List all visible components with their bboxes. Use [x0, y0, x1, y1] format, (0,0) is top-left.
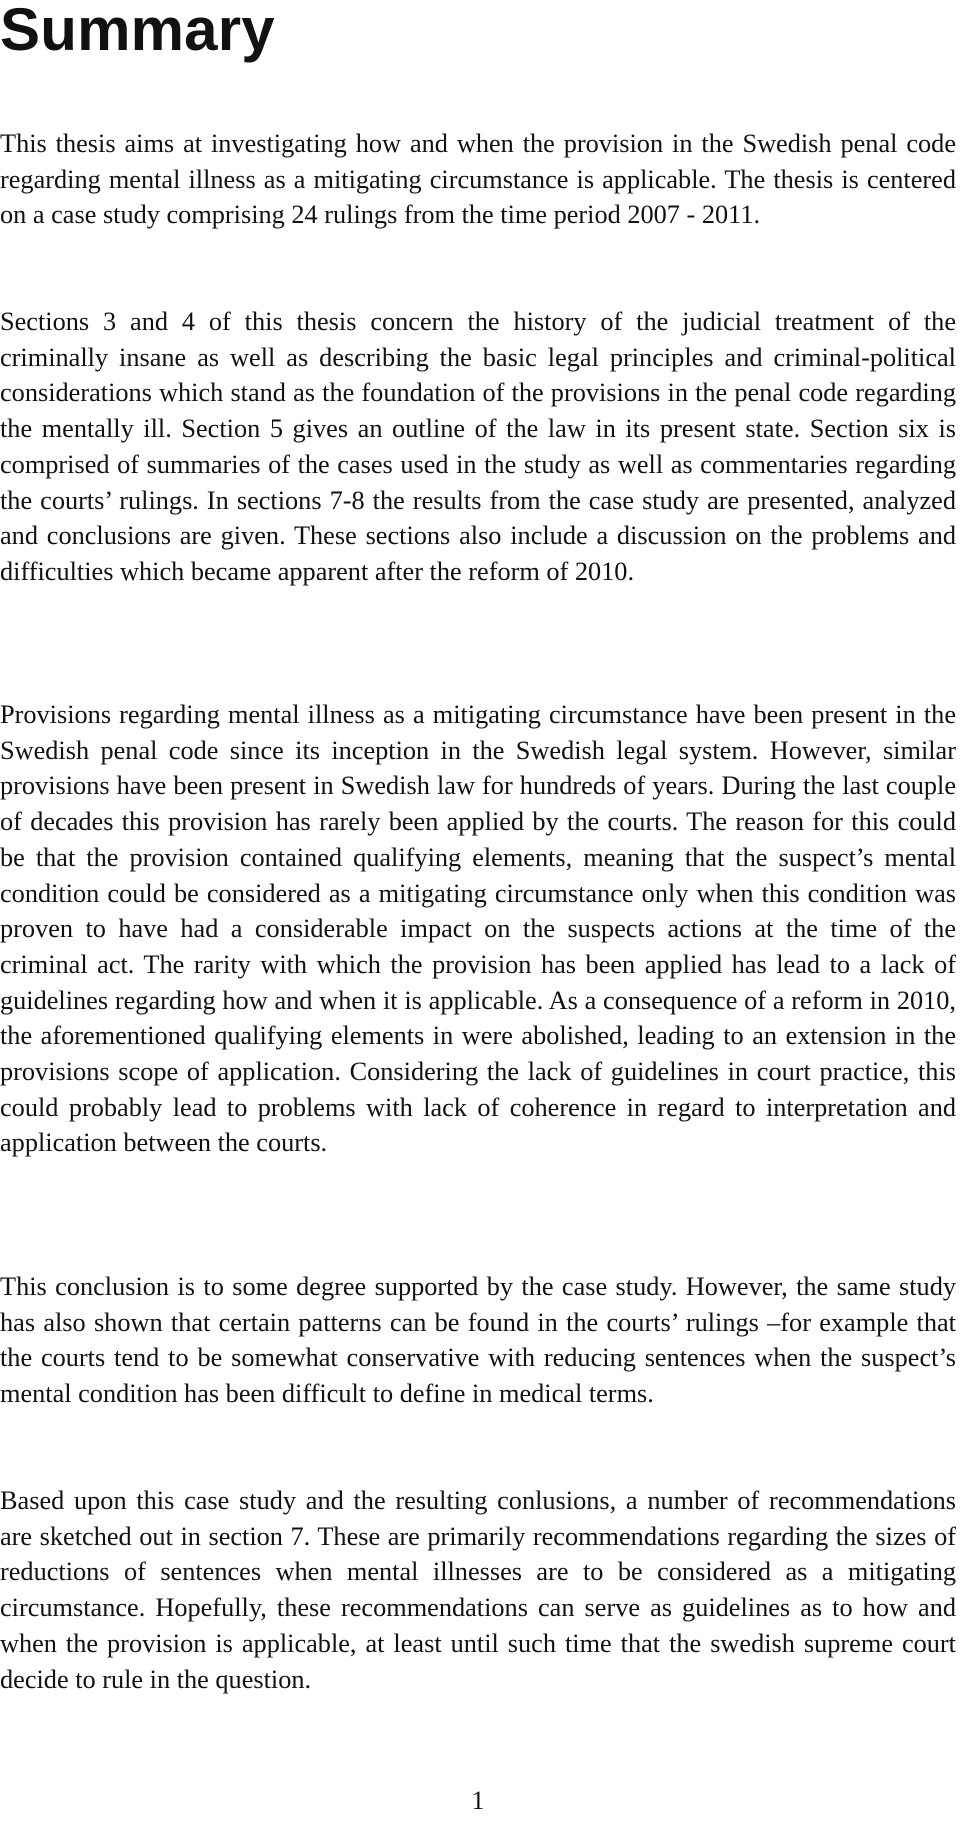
paragraph-2: Sections 3 and 4 of this thesis concern the history of the judicial treatment of the criminally insane as well as describing the basic legal principles and criminal-political considerations which stand as the foundation of the provisions in the penal code regarding the mentally ill. Section 5 gives an outline of the law in its present state. Section six is comprised of summaries of the cases used in the study as well as commentaries regarding the courts’ rulings. In sections 7-8 the results from the case study are presented, analyzed and conclusions are given. These sections also include a discussion on the problems and difficulties which became apparent after the reform of 2010.	[0, 307, 956, 586]
paragraph-3: Provisions regarding mental illness as a mitigating circumstance have been present in the Swedish penal code since its inception in the Swedish legal system. However, similar provisions have been present in Swedish law for hundreds of years. During the last couple of decades this provision has rarely been applied by the courts. The reason for this could be that the provision contained qualifying elements, meaning that the suspect’s mental condition could be considered as a mitigating circumstance only when this condition was proven to have had a considerable impact on the suspects actions at the time of the criminal act. The rarity with which the provision has been applied has lead to a lack of guidelines regarding how and when it is applicable. As a consequence of a reform in 2010, the aforementioned qualifying elements in were abolished, leading to an extension in the provisions scope of application. Considering the lack of guidelines in court practice, this could probably lead to problems with lack of coherence in regard to interpretation and application between the courts.	[0, 700, 956, 1158]
paragraph-4: This conclusion is to some degree supported by the case study. However, the same study has also shown that certain patterns can be found in the courts’ rulings –for example that the courts tend to be somewhat conservative with reducing sentences when the suspect’s mental condition has been difficult to define in medical terms.	[0, 1272, 956, 1409]
page-title: Summary	[0, 0, 275, 63]
page-number: 1	[471, 1786, 485, 1815]
paragraph-1: This thesis aims at investigating how and when the provision in the Swedish penal code regarding mental illness as a mitigating circumstance is applicable. The thesis is centered on a case study comprising 24 rulings from the time period 2007 - 2011.	[0, 129, 956, 230]
paragraph-5: Based upon this case study and the resulting conlusions, a number of recommendations are sketched out in section 7. These are primarily recommendations regarding the sizes of reductions of sentences when mental illnesses are to be considered as a mitigating circumstance. Hopefully, these recommendations can serve as guidelines as to how and when the provision is applicable, at least until such time that the swedish supreme court decide to rule in the question.	[0, 1486, 956, 1694]
